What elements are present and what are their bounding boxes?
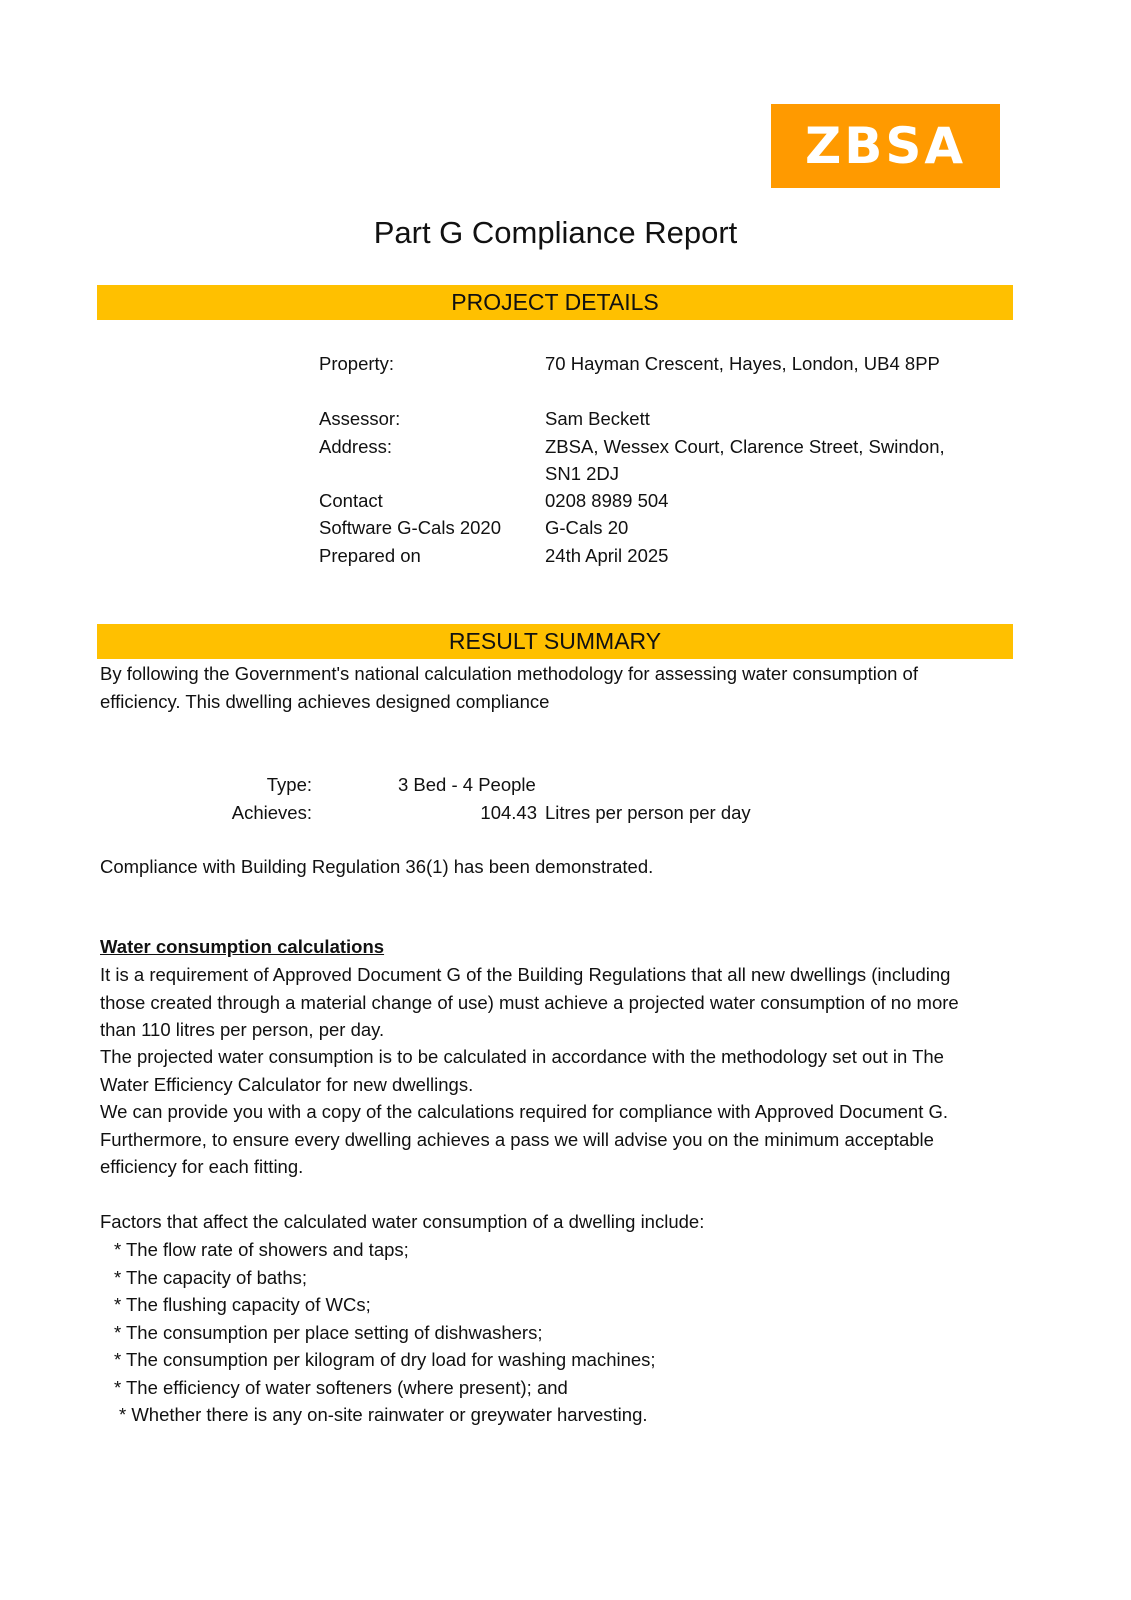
address-value-line1: ZBSA, Wessex Court, Clarence Street, Swindon,	[545, 436, 945, 457]
water-calc-line: than 110 litres per person, per day.	[100, 1019, 385, 1040]
list-item: * The flushing capacity of WCs;	[114, 1294, 371, 1315]
assessor-value: Sam Beckett	[545, 408, 650, 429]
prepared-on-value: 24th April 2025	[545, 545, 669, 566]
water-calc-heading: Water consumption calculations	[100, 936, 385, 957]
water-calc-line: efficiency for each fitting.	[100, 1156, 304, 1177]
achieves-label: Achieves:	[231, 802, 312, 823]
project-details-heading: PROJECT DETAILS	[97, 285, 1013, 320]
water-calc-line: We can provide you with a copy of the calculations required for compliance with Approved Document G.	[100, 1101, 949, 1122]
list-item: * Whether there is any on-site rainwater or greywater harvesting.	[119, 1404, 648, 1425]
assessor-label: Assessor:	[319, 408, 401, 429]
water-calc-line: those created through a material change of use) must achieve a projected water consumption of no more	[100, 992, 959, 1013]
type-value: 3 Bed - 4 People	[398, 774, 536, 795]
property-value: 70 Hayman Crescent, Hayes, London, UB4 8PP	[545, 353, 940, 374]
achieves-unit: Litres per person per day	[545, 802, 751, 823]
list-item: * The consumption per kilogram of dry load for washing machines;	[114, 1349, 656, 1370]
contact-label: Contact	[319, 490, 383, 511]
property-label: Property:	[319, 353, 395, 374]
list-item: * The flow rate of showers and taps;	[114, 1239, 409, 1260]
factors-list	[114, 1236, 656, 1429]
contact-value: 0208 8989 504	[545, 490, 669, 511]
prepared-on-label: Prepared on	[319, 545, 421, 566]
compliance-statement: Compliance with Building Regulation 36(1) has been demonstrated.	[100, 856, 654, 877]
address-label: Address:	[319, 436, 393, 457]
software-value: G-Cals 20	[545, 517, 629, 538]
zbsa-logo	[771, 104, 1000, 188]
list-item: * The consumption per place setting of dishwashers;	[114, 1321, 543, 1343]
water-calc-line: Furthermore, to ensure every dwelling achieves a pass we will advise you on the minimum acceptable	[100, 1129, 934, 1150]
list-item: * The capacity of baths;	[114, 1266, 307, 1288]
water-calc-line: It is a requirement of Approved Document G of the Building Regulations that all new dwellings (including	[100, 964, 951, 985]
report-title: Part G Compliance Report	[373, 215, 738, 250]
water-calc-line: Water Efficiency Calculator for new dwellings.	[100, 1074, 474, 1095]
list-item: * The efficiency of water softeners (where present); and	[114, 1376, 568, 1398]
result-summary-heading: RESULT SUMMARY	[97, 624, 1013, 659]
water-calc-line: The projected water consumption is to be calculated in accordance with the methodology set out in The	[100, 1046, 944, 1067]
address-value-line2: SN1 2DJ	[545, 463, 620, 484]
factors-intro: Factors that affect the calculated water consumption of a dwelling include:	[100, 1211, 705, 1232]
result-intro-line2: efficiency. This dwelling achieves designed compliance	[100, 691, 550, 712]
achieves-value: 104.43	[480, 802, 537, 823]
result-intro-line1: By following the Government's national calculation methodology for assessing water consumption of	[100, 663, 918, 684]
logo-text: ZBSA	[804, 117, 967, 175]
type-label: Type:	[266, 774, 312, 795]
software-label: Software G-Cals 2020	[319, 517, 502, 538]
